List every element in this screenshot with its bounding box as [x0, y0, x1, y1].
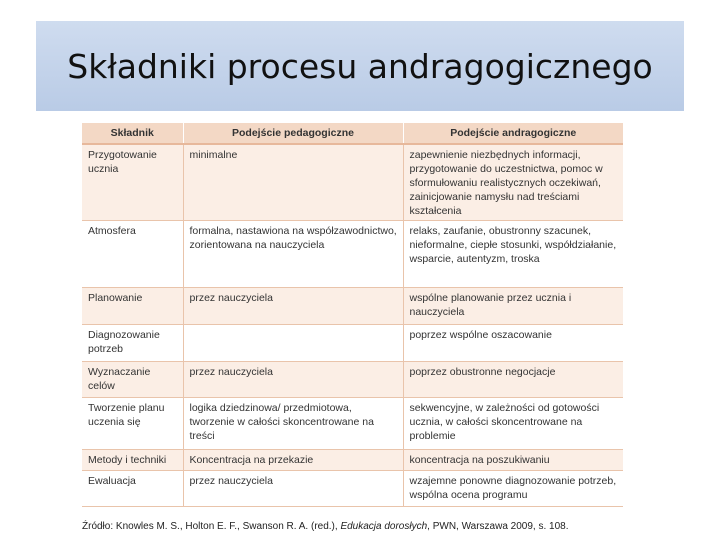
comparison-table — [82, 123, 623, 507]
cell-andragogical: relaks, zaufanie, obustronny szacunek, nieformalne, ciepłe stosunki, współdziałanie, wsparcie, autentyzm, troska — [403, 221, 623, 288]
table-row — [82, 144, 623, 221]
title-band — [36, 21, 684, 111]
cell-component: Diagnozowanie potrzeb — [82, 325, 183, 362]
cell-andragogical: sekwencyjne, w zależności od gotowości ucznia, w całości skoncentrowane na problemie — [403, 398, 623, 450]
cell-component: Ewaluacja — [82, 471, 183, 507]
cell-andragogical: koncentracja na poszukiwaniu — [403, 450, 623, 471]
table-header-row — [82, 123, 623, 144]
cell-pedagogical: przez nauczyciela — [183, 471, 403, 507]
cell-pedagogical: minimalne — [183, 144, 403, 221]
table-row — [82, 450, 623, 471]
table-row — [82, 471, 623, 507]
source-prefix: Źródło: Knowles M. S., Holton E. F., Swanson R. A. (red.), — [82, 521, 341, 532]
cell-andragogical: zapewnienie niezbędnych informacji, przygotowanie do uczestnictwa, pomoc w sformułowaniu realistycznych oczekiwań, zainicjowanie namysłu nad treściami kształcenia — [403, 144, 623, 221]
cell-component: Metody i techniki — [82, 450, 183, 471]
cell-component: Wyznaczanie celów — [82, 362, 183, 398]
cell-component: Tworzenie planu uczenia się — [82, 398, 183, 450]
header-component: Składnik — [82, 123, 183, 144]
cell-pedagogical — [183, 325, 403, 362]
cell-pedagogical: Koncentracja na przekazie — [183, 450, 403, 471]
cell-andragogical: poprzez wspólne oszacowanie — [403, 325, 623, 362]
source-suffix: , PWN, Warszawa 2009, s. 108. — [427, 521, 569, 532]
header-pedagogical: Podejście pedagogiczne — [183, 123, 403, 144]
header-andragogical: Podejście andragogiczne — [403, 123, 623, 144]
source-citation — [82, 521, 569, 532]
cell-pedagogical: przez nauczyciela — [183, 362, 403, 398]
cell-component: Planowanie — [82, 288, 183, 325]
table-row — [82, 325, 623, 362]
cell-andragogical: wzajemne ponowne diagnozowanie potrzeb, wspólna ocena programu — [403, 471, 623, 507]
cell-andragogical: poprzez obustronne negocjacje — [403, 362, 623, 398]
table-row — [82, 398, 623, 450]
cell-pedagogical: formalna, nastawiona na współzawodnictwo, zorientowana na nauczyciela — [183, 221, 403, 288]
slide-title: Składniki procesu andragogicznego — [67, 46, 653, 86]
table-row — [82, 221, 623, 288]
cell-component: Atmosfera — [82, 221, 183, 288]
cell-component: Przygotowanie ucznia — [82, 144, 183, 221]
table-row — [82, 362, 623, 398]
source-book-title: Edukacja dorosłych — [340, 521, 428, 532]
cell-andragogical: wspólne planowanie przez ucznia i nauczyciela — [403, 288, 623, 325]
table-row — [82, 288, 623, 325]
cell-pedagogical: przez nauczyciela — [183, 288, 403, 325]
cell-pedagogical: logika dziedzinowa/ przedmiotowa, tworzenie w całości skoncentrowane na treści — [183, 398, 403, 450]
